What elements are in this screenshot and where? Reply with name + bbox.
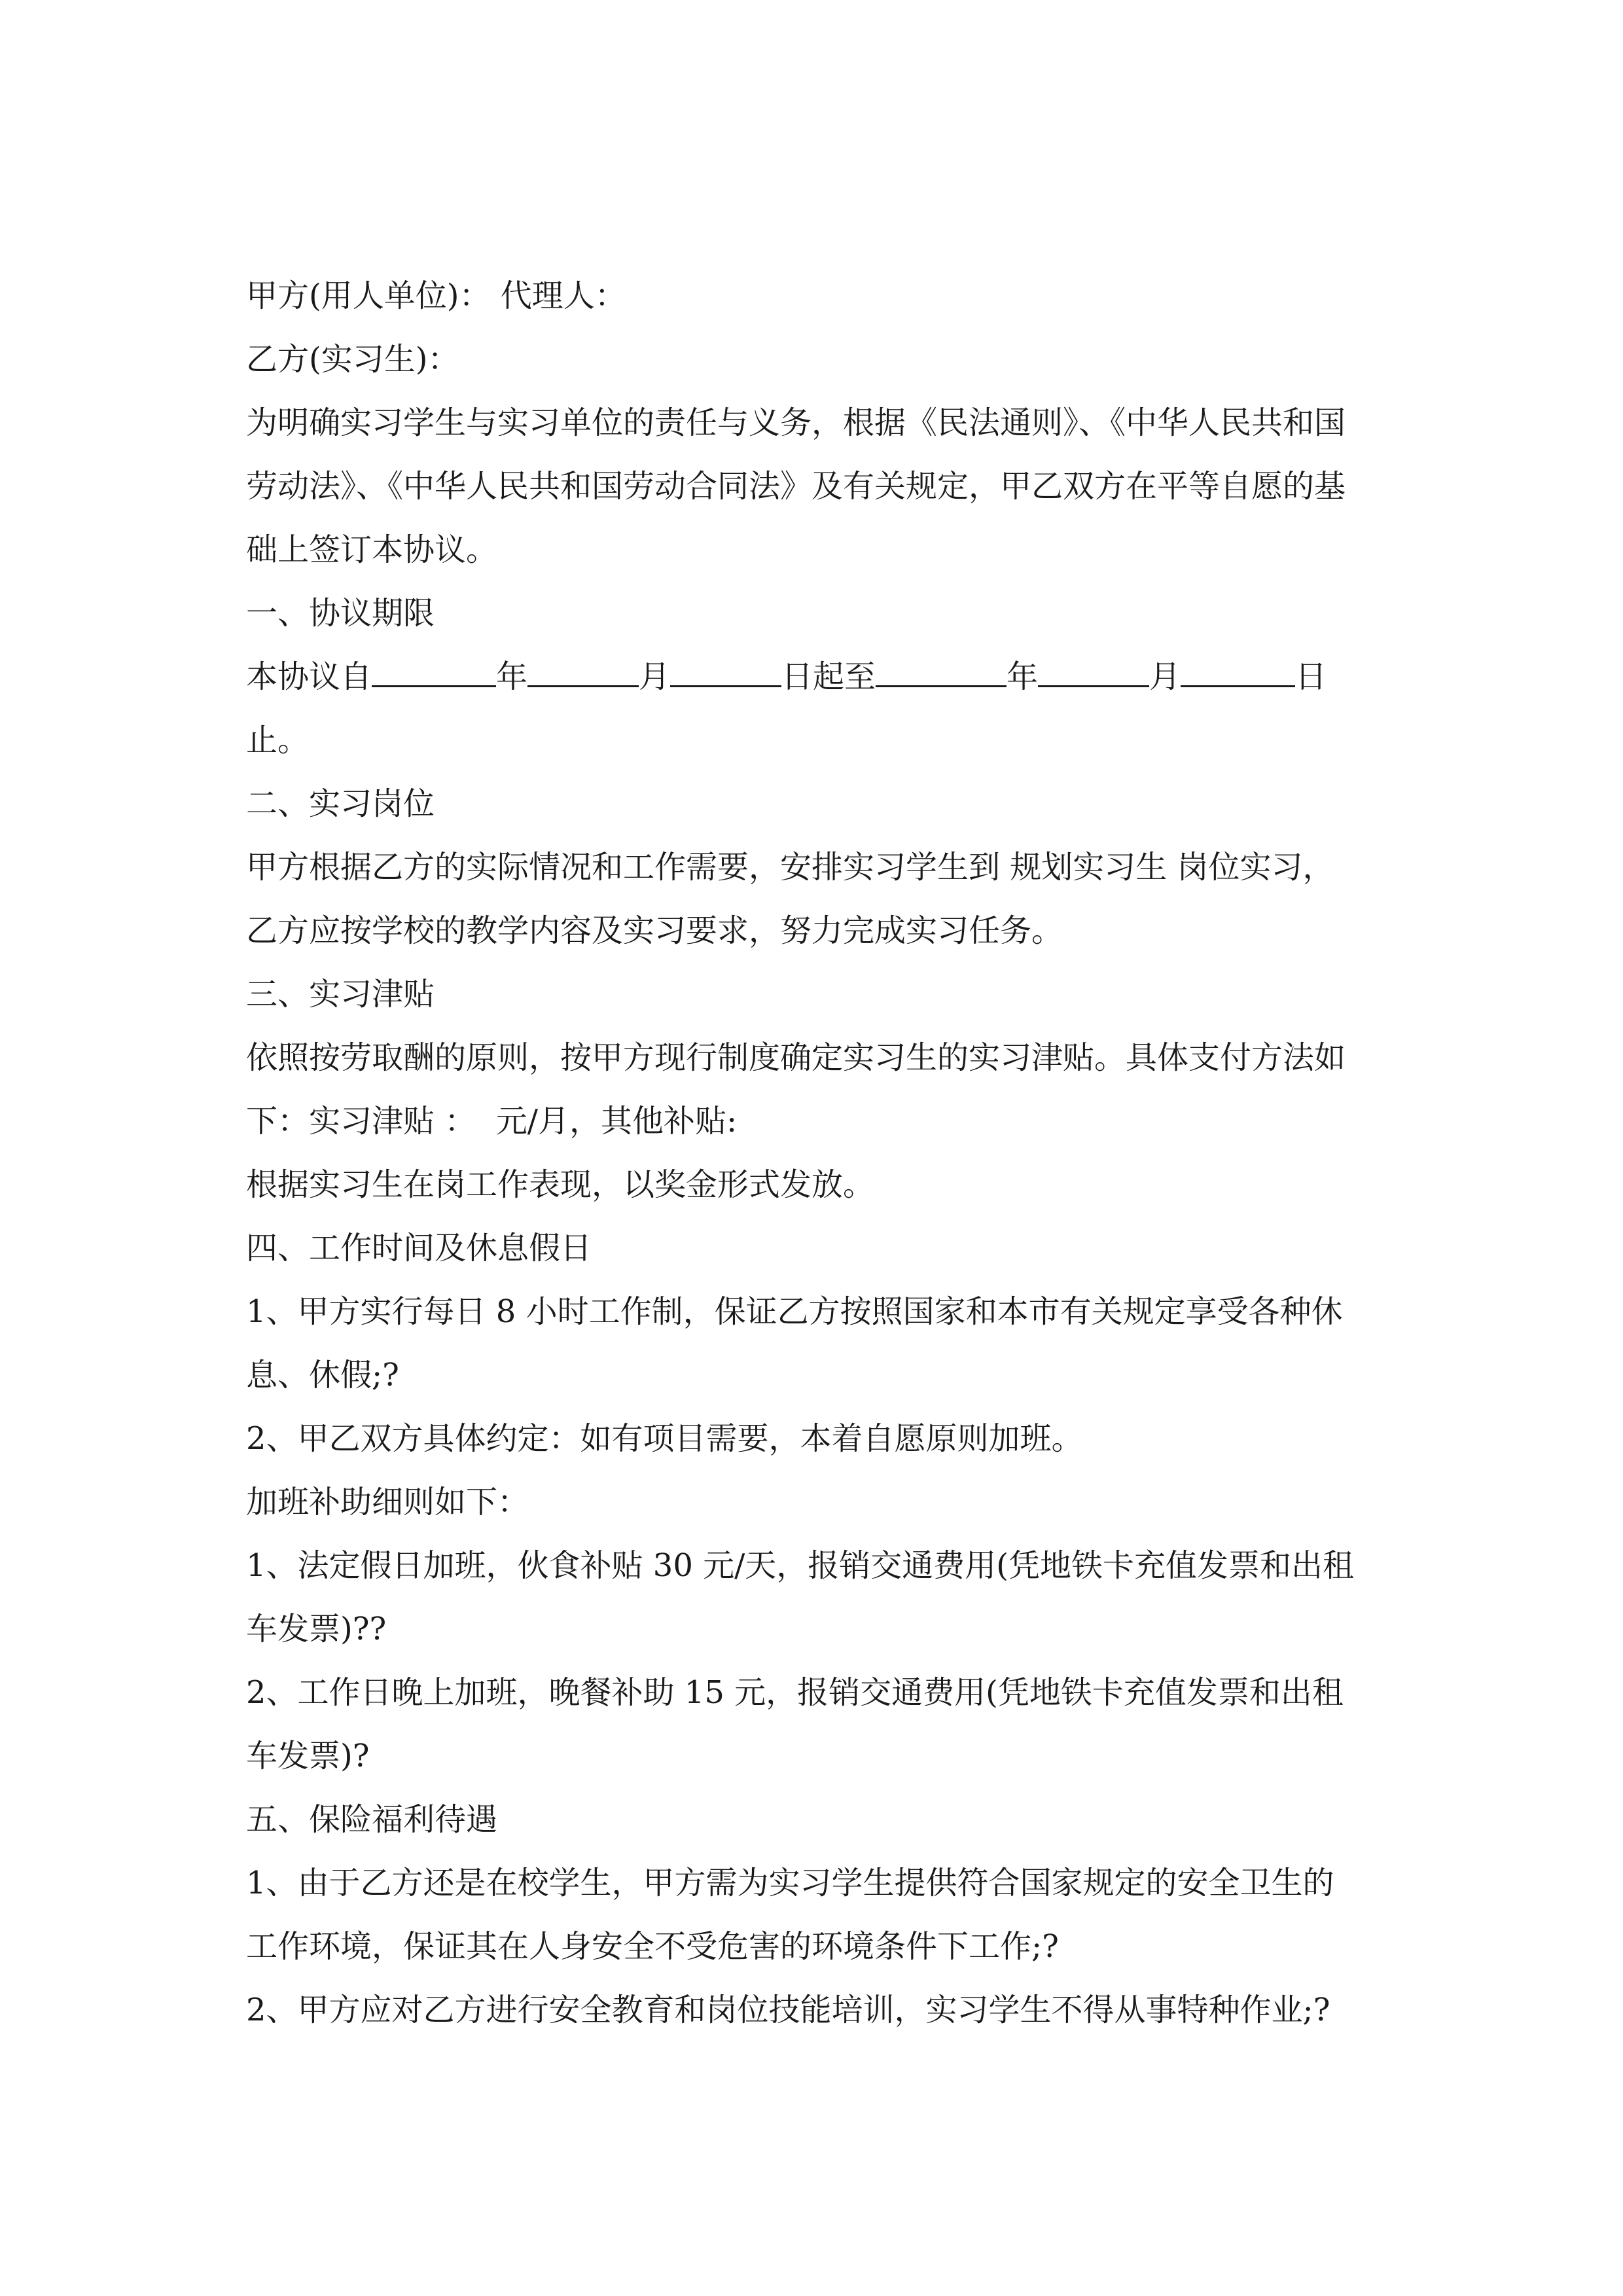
section-4-line-8: 车发票)? — [246, 1738, 370, 1774]
end-day-blank[interactable] — [1181, 656, 1295, 687]
section-4-line-5: 1、法定假日加班，伙食补贴 30 元/天，报销交通费用(凭地铁卡充值发票和出租 — [246, 1547, 1355, 1584]
section-1-title: 一、协议期限 — [246, 595, 435, 632]
section-4-line-4: 加班补助细则如下： — [246, 1484, 529, 1520]
section-3-title: 三、实习津贴 — [246, 976, 435, 1013]
agent-label: 代理人： — [500, 278, 626, 314]
party-a-line — [246, 264, 1378, 328]
party-a-label: 甲方(用人单位)： — [246, 278, 491, 314]
section-5-line-2: 工作环境，保证其在人身安全不受危害的环境条件下工作;? — [246, 1928, 1059, 1965]
party-b-label: 乙方(实习生)： — [246, 341, 459, 378]
section-3-line-1: 依照按劳取酬的原则，按甲方现行制度确定实习生的实习津贴。具体支付方法如 — [246, 1039, 1346, 1076]
section-4-line-3: 2、甲乙双方具体约定：如有项目需要，本着自愿原则加班。 — [246, 1420, 1083, 1457]
end-month-blank[interactable] — [1038, 656, 1149, 687]
section-4-line-7: 2、工作日晚上加班，晚餐补助 15 元，报销交通费用(凭地铁卡充值发票和出租 — [246, 1674, 1344, 1711]
term-part-month: 月 — [639, 658, 671, 695]
section-4-line-6: 车发票)?? — [246, 1611, 387, 1647]
section-2-title: 二、实习岗位 — [246, 785, 435, 822]
intro-line-2: 劳动法》、《中华人民共和国劳动合同法》及有关规定，甲乙双方在平等自愿的基 — [246, 468, 1346, 505]
section-3-line-3: 根据实习生在岗工作表现，以奖金形式发放。 — [246, 1166, 875, 1203]
term-part-end-year: 年 — [1007, 658, 1039, 695]
term-part-year: 年 — [496, 658, 528, 695]
start-year-blank[interactable] — [372, 656, 496, 687]
start-day-blank[interactable] — [670, 656, 781, 687]
section-4-line-1: 1、甲方实行每日 8 小时工作制，保证乙方按照国家和本市有关规定享受各种休 — [246, 1293, 1343, 1330]
start-month-blank[interactable] — [527, 656, 639, 687]
section-5-line-3: 2、甲方应对乙方进行安全教育和岗位技能培训，实习学生不得从事特种作业;? — [246, 1992, 1330, 2028]
party-b-line — [246, 328, 1378, 391]
section-2-line-2: 乙方应按学校的教学内容及实习要求，努力完成实习任务。 — [246, 912, 1063, 949]
section-4-title: 四、工作时间及休息假日 — [246, 1230, 592, 1266]
intro-line-1: 为明确实习学生与实习单位的责任与义务，根据《民法通则》、《中华人民共和国 — [246, 404, 1346, 441]
document-body — [246, 264, 1378, 2042]
section-5-title: 五、保险福利待遇 — [246, 1801, 498, 1838]
intro-line-3: 础上签订本协议。 — [246, 531, 498, 568]
term-end-line: 止。 — [246, 722, 310, 759]
section-4-line-2: 息、休假;? — [246, 1357, 399, 1393]
term-part-end-month: 月 — [1149, 658, 1181, 695]
end-year-blank[interactable] — [876, 656, 1007, 687]
term-part-end-day: 日 — [1295, 658, 1327, 695]
term-part-start: 本协议自 — [246, 658, 372, 695]
term-line — [246, 645, 1378, 709]
section-3-line-2: 下：实习津贴 ： 元/月，其他补贴: — [246, 1103, 738, 1139]
section-5-line-1: 1、由于乙方还是在校学生，甲方需为实习学生提供符合国家规定的安全卫生的 — [246, 1865, 1334, 1901]
term-part-until: 日起至 — [781, 658, 876, 695]
section-2-line-1: 甲方根据乙方的实际情况和工作需要，安排实习学生到 规划实习生 岗位实习， — [246, 849, 1334, 886]
